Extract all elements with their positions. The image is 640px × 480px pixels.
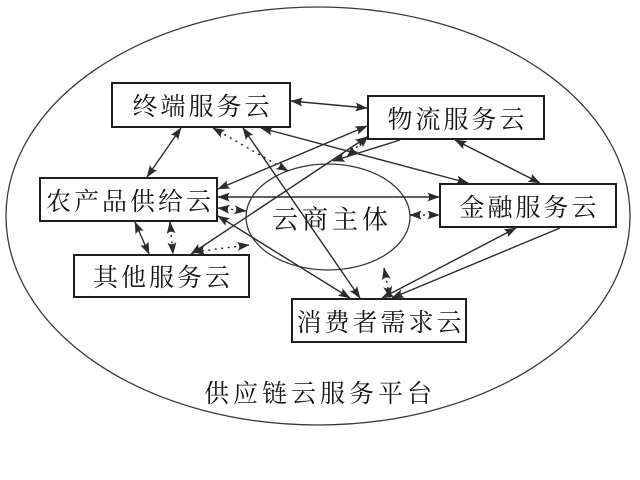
edge-hub-agri <box>218 208 246 211</box>
edge-hub-other <box>193 245 249 252</box>
edge-agri-other-dotted <box>170 222 173 254</box>
edge-finance-consumer <box>382 228 516 298</box>
node-label: 终端服务云 <box>132 92 273 121</box>
hub-label: 云商主体 <box>271 205 393 236</box>
edge-terminal-agri <box>147 128 181 177</box>
edge-logistics-finance <box>455 140 540 183</box>
node-terminal-service-cloud <box>111 82 291 128</box>
node-label: 农产品供给云 <box>45 186 214 216</box>
node-consumer-demand-cloud <box>291 298 467 343</box>
node-label: 金融服务云 <box>459 192 600 222</box>
node-other-service-cloud <box>73 254 250 298</box>
edge-agri-other <box>135 222 149 254</box>
node-label: 其他服务云 <box>92 263 233 292</box>
platform-title: 供应链云服务平台 <box>203 379 436 408</box>
edge-terminal-logistics <box>291 101 367 108</box>
node-finance-service-cloud <box>439 183 617 228</box>
node-logistics-service-cloud <box>367 95 545 140</box>
edge-finance-consumer-2 <box>392 228 560 298</box>
node-label: 消费者需求云 <box>296 307 465 337</box>
edge-hub-consumer <box>384 268 390 298</box>
node-agri-supply-cloud <box>39 177 218 222</box>
node-label: 物流服务云 <box>387 104 528 134</box>
